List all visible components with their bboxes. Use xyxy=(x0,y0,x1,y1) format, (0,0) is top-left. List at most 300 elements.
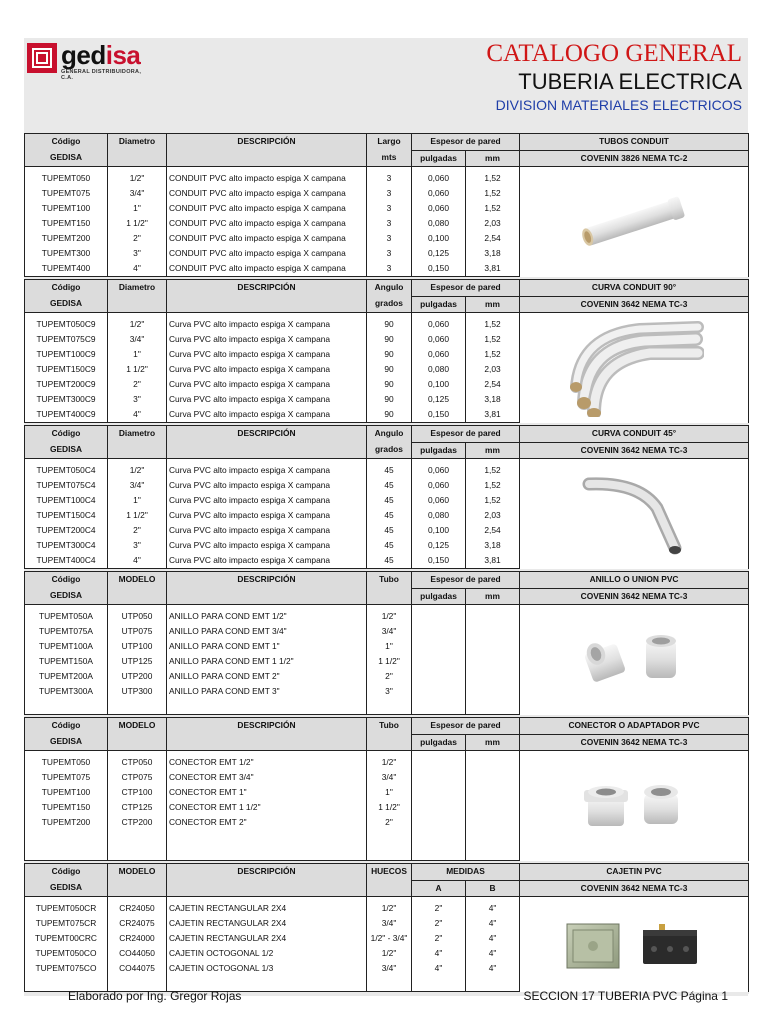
product-description: Curva PVC alto impacto espiga X campana xyxy=(167,523,367,538)
section-header-row xyxy=(25,718,749,735)
product-value-b xyxy=(466,815,520,830)
col4-header: Largo xyxy=(367,134,412,151)
product-description xyxy=(167,845,367,861)
product-code: TUPEMT200C9 xyxy=(25,377,108,392)
product-code: TUPEMT00CRC xyxy=(25,931,108,946)
product-measure: 1/2" xyxy=(367,901,412,916)
col4-header: HUECOS xyxy=(367,864,412,881)
section-subheader-row xyxy=(25,296,749,313)
product-value-b xyxy=(466,699,520,715)
product-measure: 1/2" - 3/4" xyxy=(367,931,412,946)
product-description: CAJETIN RECTANGULAR 2X4 xyxy=(167,931,367,946)
product-size: CTP200 xyxy=(108,815,167,830)
product-description: Curva PVC alto impacto espiga X campana xyxy=(167,362,367,377)
product-measure: 1/2" xyxy=(367,609,412,624)
product-size: 3/4" xyxy=(108,186,167,201)
product-description: ANILLO PARA COND EMT 2" xyxy=(167,669,367,684)
description-sub xyxy=(167,588,367,605)
product-code: TUPEMT150 xyxy=(25,216,108,231)
product-description: ANILLO PARA COND EMT 1" xyxy=(167,639,367,654)
division-label: DIVISION MATERIALES ELECTRICOS xyxy=(495,97,742,113)
brand-header: GEDISA xyxy=(25,296,108,313)
product-description: ANILLO PARA COND EMT 1 1/2" xyxy=(167,654,367,669)
product-size: CTP100 xyxy=(108,785,167,800)
unit-header: grados xyxy=(367,296,412,313)
product-value-b: 1,52 xyxy=(466,171,520,186)
product-code: TUPEMT400C9 xyxy=(25,407,108,423)
product-measure: 1/2" xyxy=(367,946,412,961)
unit-b-header: mm xyxy=(466,296,520,313)
product-measure: 45 xyxy=(367,523,412,538)
product-value-b: 1,52 xyxy=(466,347,520,362)
product-size: CTP075 xyxy=(108,770,167,785)
product-description: CAJETIN OCTOGONAL 1/3 xyxy=(167,961,367,976)
product-description: CONECTOR EMT 1" xyxy=(167,785,367,800)
col4-header: Tubo xyxy=(367,572,412,589)
product-measure: 90 xyxy=(367,317,412,332)
code-header: Código xyxy=(25,572,108,589)
col2-header: Diametro xyxy=(108,134,167,151)
unit-header: mts xyxy=(367,150,412,167)
product-value-a: 0,060 xyxy=(412,317,466,332)
product-value-b: 2,54 xyxy=(466,231,520,246)
description-header: DESCRIPCIÓN xyxy=(167,280,367,297)
unit-b-header: mm xyxy=(466,734,520,751)
logo-wordmark: gedisa xyxy=(61,40,141,70)
standard-label: COVENIN 3642 NEMA TC-3 xyxy=(520,880,749,897)
product-value-a: 0,060 xyxy=(412,171,466,186)
product-size: 1/2" xyxy=(108,317,167,332)
product-measure: 3 xyxy=(367,186,412,201)
unit-a-header: pulgadas xyxy=(412,296,466,313)
product-measure: 90 xyxy=(367,392,412,407)
product-code: TUPEMT075 xyxy=(25,770,108,785)
product-size: 1/2" xyxy=(108,463,167,478)
product-code: TUPEMT150C4 xyxy=(25,508,108,523)
product-table-grid xyxy=(24,133,749,994)
unit-a-header: A xyxy=(412,880,466,897)
section-subheader-row xyxy=(25,150,749,167)
col2-header: Diametro xyxy=(108,426,167,443)
product-code: TUPEMT300 xyxy=(25,246,108,261)
product-size: CTP125 xyxy=(108,800,167,815)
product-value-b: 3,81 xyxy=(466,553,520,569)
product-size: 2" xyxy=(108,377,167,392)
product-value-a: 0,060 xyxy=(412,201,466,216)
union-ring-image xyxy=(520,609,749,715)
product-code: TUPEMT150 xyxy=(25,800,108,815)
product-value-b xyxy=(466,976,520,992)
product-value-b xyxy=(466,669,520,684)
wall-thickness-header: Espesor de pared xyxy=(412,280,520,297)
section-subheader-row xyxy=(25,880,749,897)
product-value-b: 4" xyxy=(466,901,520,916)
product-code: TUPEMT100 xyxy=(25,201,108,216)
product-value-b: 2,03 xyxy=(466,508,520,523)
brand-header: GEDISA xyxy=(25,588,108,605)
col4-header: Angulo xyxy=(367,280,412,297)
product-measure: 45 xyxy=(367,463,412,478)
product-code: TUPEMT150C9 xyxy=(25,362,108,377)
product-size: 1" xyxy=(108,201,167,216)
product-description: Curva PVC alto impacto espiga X campana xyxy=(167,463,367,478)
table-row xyxy=(25,171,749,186)
product-code: TUPEMT200 xyxy=(25,231,108,246)
product-value-a: 0,060 xyxy=(412,463,466,478)
product-measure: 45 xyxy=(367,508,412,523)
product-value-b: 1,52 xyxy=(466,317,520,332)
product-measure: 45 xyxy=(367,538,412,553)
product-value-a xyxy=(412,845,466,861)
product-value-a: 0,060 xyxy=(412,332,466,347)
product-value-b: 4" xyxy=(466,961,520,976)
product-size: 1 1/2" xyxy=(108,508,167,523)
col2-sub xyxy=(108,588,167,605)
product-code: TUPEMT050C4 xyxy=(25,463,108,478)
product-size: CR24075 xyxy=(108,916,167,931)
footer-section: SECCION 17 TUBERIA PVC Página 1 xyxy=(523,989,728,1003)
product-size xyxy=(108,830,167,845)
product-code: TUPEMT050 xyxy=(25,171,108,186)
product-measure: 45 xyxy=(367,553,412,569)
product-value-a: 0,080 xyxy=(412,216,466,231)
product-value-a: 0,150 xyxy=(412,553,466,569)
product-measure: 1" xyxy=(367,639,412,654)
product-size: 1 1/2" xyxy=(108,362,167,377)
unit-b-header: mm xyxy=(466,442,520,459)
junction-box-image xyxy=(520,901,749,992)
description-sub xyxy=(167,880,367,897)
brand-header: GEDISA xyxy=(25,734,108,751)
product-description: Curva PVC alto impacto espiga X campana xyxy=(167,553,367,569)
product-description: Curva PVC alto impacto espiga X campana xyxy=(167,392,367,407)
unit-header: grados xyxy=(367,442,412,459)
product-value-a: 0,060 xyxy=(412,186,466,201)
product-code: TUPEMT200A xyxy=(25,669,108,684)
product-code: TUPEMT100A xyxy=(25,639,108,654)
product-size: 1" xyxy=(108,493,167,508)
product-size: 3" xyxy=(108,538,167,553)
product-value-a xyxy=(412,609,466,624)
product-value-a: 0,060 xyxy=(412,347,466,362)
logo-subtitle: GENERAL DISTRIBUIDORA, C.A. xyxy=(61,69,142,81)
gedisa-logo-mark xyxy=(27,43,57,73)
catalog-sheet xyxy=(24,38,748,996)
product-description: CAJETIN OCTOGONAL 1/2 xyxy=(167,946,367,961)
section-header-row xyxy=(25,280,749,297)
product-code: TUPEMT050CR xyxy=(25,901,108,916)
product-value-a xyxy=(412,770,466,785)
product-title: ANILLO O UNION PVC xyxy=(520,572,749,589)
product-size: 4" xyxy=(108,261,167,277)
product-value-b xyxy=(466,654,520,669)
description-header: DESCRIPCIÓN xyxy=(167,572,367,589)
product-title: CAJETIN PVC xyxy=(520,864,749,881)
product-value-a xyxy=(412,976,466,992)
product-value-b: 3,18 xyxy=(466,392,520,407)
product-description: CONDUIT PVC alto impacto espiga X campana xyxy=(167,216,367,231)
product-code: TUPEMT200 xyxy=(25,815,108,830)
table-row xyxy=(25,755,749,770)
product-code: TUPEMT075CO xyxy=(25,961,108,976)
product-description: Curva PVC alto impacto espiga X campana xyxy=(167,478,367,493)
product-value-a xyxy=(412,755,466,770)
product-code: TUPEMT075C4 xyxy=(25,478,108,493)
product-value-a: 2" xyxy=(412,931,466,946)
product-measure: 90 xyxy=(367,332,412,347)
product-value-b: 3,81 xyxy=(466,261,520,277)
product-size: UTP050 xyxy=(108,609,167,624)
brand-header: GEDISA xyxy=(25,442,108,459)
product-value-a: 4" xyxy=(412,946,466,961)
product-description: CONDUIT PVC alto impacto espiga X campana xyxy=(167,171,367,186)
product-value-b: 2,03 xyxy=(466,216,520,231)
product-title: CURVA CONDUIT 45° xyxy=(520,426,749,443)
product-measure: 2" xyxy=(367,815,412,830)
product-code: TUPEMT075C9 xyxy=(25,332,108,347)
product-value-a: 0,125 xyxy=(412,392,466,407)
product-value-b: 1,52 xyxy=(466,186,520,201)
product-table xyxy=(24,133,748,994)
product-code: TUPEMT075CR xyxy=(25,916,108,931)
col2-sub xyxy=(108,150,167,167)
product-measure xyxy=(367,830,412,845)
product-value-a: 4" xyxy=(412,961,466,976)
product-value-a xyxy=(412,800,466,815)
wall-thickness-header: Espesor de pared xyxy=(412,572,520,589)
product-value-a: 0,100 xyxy=(412,231,466,246)
product-code: TUPEMT050A xyxy=(25,609,108,624)
product-size: CO44075 xyxy=(108,961,167,976)
product-code: TUPEMT075 xyxy=(25,186,108,201)
catalog-page xyxy=(24,38,748,996)
product-size: CR24000 xyxy=(108,931,167,946)
col4-header: Angulo xyxy=(367,426,412,443)
product-measure: 3/4" xyxy=(367,916,412,931)
product-value-a xyxy=(412,624,466,639)
product-size: CTP050 xyxy=(108,755,167,770)
col2-header: MODELO xyxy=(108,864,167,881)
product-title: CURVA CONDUIT 90° xyxy=(520,280,749,297)
product-code: TUPEMT075A xyxy=(25,624,108,639)
product-description xyxy=(167,699,367,715)
description-header: DESCRIPCIÓN xyxy=(167,134,367,151)
product-measure xyxy=(367,976,412,992)
col2-header: MODELO xyxy=(108,572,167,589)
product-code xyxy=(25,830,108,845)
product-value-b: 3,18 xyxy=(466,538,520,553)
product-title: CONECTOR O ADAPTADOR PVC xyxy=(520,718,749,735)
product-measure: 3" xyxy=(367,684,412,699)
product-size: 2" xyxy=(108,231,167,246)
product-measure: 3 xyxy=(367,201,412,216)
product-description: CONDUIT PVC alto impacto espiga X campana xyxy=(167,186,367,201)
wall-thickness-header: Espesor de pared xyxy=(412,134,520,151)
table-row xyxy=(25,901,749,916)
product-description: CONECTOR EMT 1 1/2" xyxy=(167,800,367,815)
product-value-b xyxy=(466,830,520,845)
product-value-a: 0,060 xyxy=(412,478,466,493)
product-value-b: 4" xyxy=(466,946,520,961)
connector-image xyxy=(520,755,749,861)
product-value-b xyxy=(466,609,520,624)
product-size: 1/2" xyxy=(108,171,167,186)
product-size: UTP075 xyxy=(108,624,167,639)
product-size: 4" xyxy=(108,553,167,569)
product-code: TUPEMT050C9 xyxy=(25,317,108,332)
product-value-b: 2,54 xyxy=(466,523,520,538)
product-measure: 90 xyxy=(367,407,412,423)
table-row xyxy=(25,463,749,478)
product-value-a: 0,080 xyxy=(412,362,466,377)
standard-label: COVENIN 3642 NEMA TC-3 xyxy=(520,442,749,459)
product-measure: 3 xyxy=(367,261,412,277)
product-value-b xyxy=(466,785,520,800)
product-measure xyxy=(367,845,412,861)
product-measure: 3/4" xyxy=(367,624,412,639)
brand-header: GEDISA xyxy=(25,880,108,897)
product-value-b: 1,52 xyxy=(466,332,520,347)
product-measure: 3/4" xyxy=(367,961,412,976)
product-value-b: 4" xyxy=(466,931,520,946)
product-size: UTP200 xyxy=(108,669,167,684)
product-measure: 1 1/2" xyxy=(367,654,412,669)
product-measure: 3 xyxy=(367,216,412,231)
col2-sub xyxy=(108,296,167,313)
product-description: ANILLO PARA COND EMT 3/4" xyxy=(167,624,367,639)
product-description: Curva PVC alto impacto espiga X campana xyxy=(167,347,367,362)
product-size xyxy=(108,845,167,861)
product-description: Curva PVC alto impacto espiga X campana xyxy=(167,332,367,347)
product-measure: 3 xyxy=(367,246,412,261)
product-description: CONECTOR EMT 1/2" xyxy=(167,755,367,770)
product-size: 3" xyxy=(108,392,167,407)
product-value-b xyxy=(466,770,520,785)
col4-header: Tubo xyxy=(367,718,412,735)
product-value-a: 0,125 xyxy=(412,538,466,553)
product-size: CR24050 xyxy=(108,901,167,916)
wall-thickness-header: MEDIDAS xyxy=(412,864,520,881)
product-code: TUPEMT400 xyxy=(25,261,108,277)
product-code: TUPEMT050 xyxy=(25,755,108,770)
product-value-b xyxy=(466,684,520,699)
product-size: CO44050 xyxy=(108,946,167,961)
product-value-b xyxy=(466,639,520,654)
catalog-title: CATALOGO GENERAL xyxy=(486,40,742,67)
product-description: ANILLO PARA COND EMT 3" xyxy=(167,684,367,699)
product-measure: 45 xyxy=(367,478,412,493)
col2-sub xyxy=(108,442,167,459)
product-size: 2" xyxy=(108,523,167,538)
unit-b-header: mm xyxy=(466,588,520,605)
product-size: 4" xyxy=(108,407,167,423)
product-code: TUPEMT100C9 xyxy=(25,347,108,362)
product-size xyxy=(108,699,167,715)
product-value-b: 2,03 xyxy=(466,362,520,377)
product-value-a xyxy=(412,815,466,830)
product-code: TUPEMT300A xyxy=(25,684,108,699)
unit-header xyxy=(367,734,412,751)
product-measure: 3 xyxy=(367,171,412,186)
product-code xyxy=(25,845,108,861)
product-size: 3/4" xyxy=(108,478,167,493)
product-description: CONDUIT PVC alto impacto espiga X campana xyxy=(167,231,367,246)
description-header: DESCRIPCIÓN xyxy=(167,718,367,735)
product-description: CAJETIN RECTANGULAR 2X4 xyxy=(167,916,367,931)
product-description: Curva PVC alto impacto espiga X campana xyxy=(167,377,367,392)
product-measure: 1/2" xyxy=(367,755,412,770)
section-header-row xyxy=(25,864,749,881)
product-value-a xyxy=(412,654,466,669)
product-title: TUBOS CONDUIT xyxy=(520,134,749,151)
product-value-b: 3,81 xyxy=(466,407,520,423)
product-measure: 2" xyxy=(367,669,412,684)
section-header-row xyxy=(25,426,749,443)
product-value-a: 0,100 xyxy=(412,377,466,392)
product-code: TUPEMT300C4 xyxy=(25,538,108,553)
product-value-b: 3,18 xyxy=(466,246,520,261)
product-measure: 90 xyxy=(367,347,412,362)
table-row xyxy=(25,609,749,624)
product-description: Curva PVC alto impacto espiga X campana xyxy=(167,493,367,508)
catalog-subtitle: TUBERIA ELECTRICA xyxy=(518,69,742,94)
product-size: 1" xyxy=(108,347,167,362)
product-code: TUPEMT050CO xyxy=(25,946,108,961)
unit-header xyxy=(367,880,412,897)
product-value-b: 1,52 xyxy=(466,478,520,493)
product-size: 1 1/2" xyxy=(108,216,167,231)
product-description: Curva PVC alto impacto espiga X campana xyxy=(167,407,367,423)
section-subheader-row xyxy=(25,442,749,459)
product-value-a: 0,100 xyxy=(412,523,466,538)
product-size: UTP300 xyxy=(108,684,167,699)
code-header: Código xyxy=(25,864,108,881)
product-value-b xyxy=(466,800,520,815)
unit-b-header: mm xyxy=(466,150,520,167)
unit-header xyxy=(367,588,412,605)
product-value-a xyxy=(412,669,466,684)
product-value-a: 0,080 xyxy=(412,508,466,523)
description-header: DESCRIPCIÓN xyxy=(167,864,367,881)
code-header: Código xyxy=(25,134,108,151)
product-measure: 45 xyxy=(367,493,412,508)
product-measure: 3 xyxy=(367,231,412,246)
standard-label: COVENIN 3642 NEMA TC-3 xyxy=(520,296,749,313)
product-value-b: 1,52 xyxy=(466,463,520,478)
gedisa-logo xyxy=(27,40,147,81)
product-value-b: 1,52 xyxy=(466,493,520,508)
product-description: ANILLO PARA COND EMT 1/2" xyxy=(167,609,367,624)
straight-conduit-image xyxy=(520,171,749,277)
curve-45-image xyxy=(520,463,749,569)
product-description: CONDUIT PVC alto impacto espiga X campana xyxy=(167,201,367,216)
product-description: CONECTOR EMT 3/4" xyxy=(167,770,367,785)
product-measure: 90 xyxy=(367,362,412,377)
product-value-a xyxy=(412,785,466,800)
wall-thickness-header: Espesor de pared xyxy=(412,718,520,735)
product-code: TUPEMT150A xyxy=(25,654,108,669)
unit-a-header: pulgadas xyxy=(412,588,466,605)
product-value-a xyxy=(412,684,466,699)
section-subheader-row xyxy=(25,588,749,605)
product-measure: 1 1/2" xyxy=(367,800,412,815)
section-header-row xyxy=(25,134,749,151)
product-value-b: 4" xyxy=(466,916,520,931)
product-description: CONDUIT PVC alto impacto espiga X campana xyxy=(167,246,367,261)
product-value-a xyxy=(412,699,466,715)
product-measure: 90 xyxy=(367,377,412,392)
code-header: Código xyxy=(25,426,108,443)
